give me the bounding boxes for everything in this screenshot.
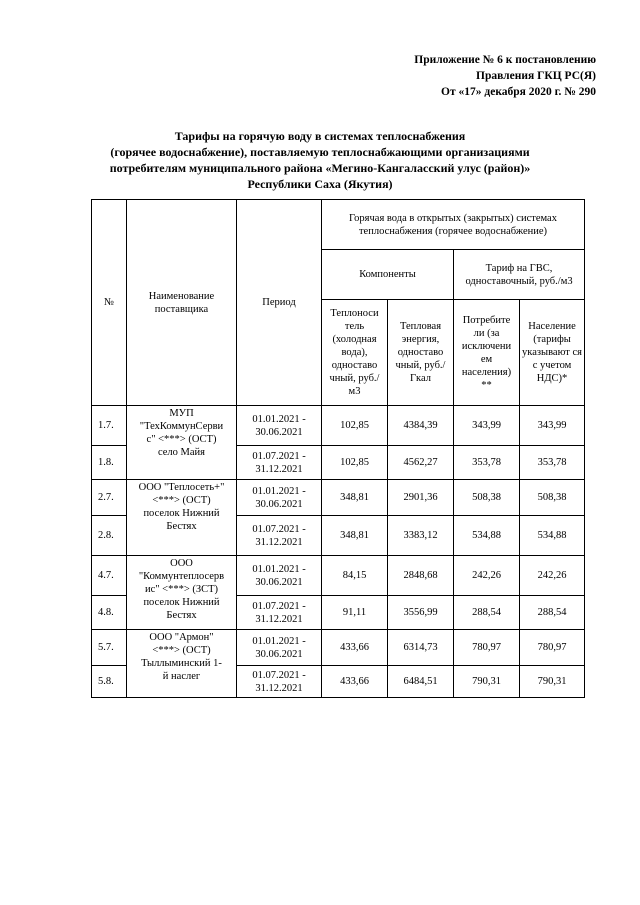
supplier-name-line: поселок Нижний (143, 597, 220, 608)
consumers-tariff-value: 288,54 (454, 596, 520, 630)
row-number: 1.8. (92, 446, 127, 480)
tariffs-table (91, 199, 585, 698)
header-consumers: Потребите ли (за исключени ем населения) ** (454, 300, 520, 406)
row-number: 1.7. (92, 406, 127, 446)
consumers-tariff-value: 508,38 (454, 480, 520, 516)
header-supplier: Наименование поставщика (127, 200, 237, 406)
annex-line-3: От «17» декабря 2020 г. № 290 (441, 86, 596, 98)
row-number: 5.8. (92, 666, 127, 698)
thermal-energy-value: 6484,51 (388, 666, 454, 698)
row-number: 4.8. (92, 596, 127, 630)
period-line: 01.01.2021 - (252, 635, 306, 647)
period-cell (237, 446, 322, 480)
thermal-energy-value: 2848,68 (388, 556, 454, 596)
supplier-cell (127, 406, 237, 480)
period-line: 31.12.2021 (255, 536, 303, 548)
period-cell (237, 630, 322, 666)
header-components: Компоненты (322, 250, 454, 300)
period-line: 31.12.2021 (255, 463, 303, 475)
population-tariff-value: 353,78 (520, 446, 585, 480)
heat-carrier-value: 433,66 (322, 630, 388, 666)
table-row (92, 630, 585, 666)
supplier-cell (127, 556, 237, 630)
population-tariff-value: 780,97 (520, 630, 585, 666)
supplier-name-line: поселок Нижний (143, 508, 220, 519)
supplier-name-line: МУП (169, 408, 194, 419)
supplier-name-line: <***> (ОСТ) (152, 495, 211, 506)
population-tariff-value: 508,38 (520, 480, 585, 516)
header-tariff: Тариф на ГВС, одноставочный, руб./м3 (454, 250, 585, 300)
supplier-name-line: "ТехКоммунСерви (139, 421, 224, 432)
supplier-name-line: Тыллыминский 1- (141, 658, 222, 669)
thermal-energy-value: 3383,12 (388, 516, 454, 556)
supplier-name-line: <***> (ОСТ) (152, 645, 211, 656)
period-line: 01.01.2021 - (252, 563, 306, 575)
period-line: 01.07.2021 - (252, 450, 306, 462)
period-line: 31.12.2021 (255, 613, 303, 625)
thermal-energy-value: 4562,27 (388, 446, 454, 480)
period-cell (237, 406, 322, 446)
population-tariff-value: 790,31 (520, 666, 585, 698)
period-line: 31.12.2021 (255, 682, 303, 694)
table-row (92, 480, 585, 516)
period-line: 01.07.2021 - (252, 600, 306, 612)
header-heat-carrier: Теплоноси тель (холодная вода), одноставо чный, руб./м3 (322, 300, 388, 406)
heat-carrier-value: 433,66 (322, 666, 388, 698)
supplier-name-line: ООО "Армон" (149, 632, 214, 643)
supplier-name-line: село Майя (157, 447, 205, 458)
heat-carrier-value: 84,15 (322, 556, 388, 596)
population-tariff-value: 288,54 (520, 596, 585, 630)
thermal-energy-value: 3556,99 (388, 596, 454, 630)
period-cell (237, 556, 322, 596)
period-line: 30.06.2021 (255, 648, 303, 660)
supplier-name-line: ООО (170, 558, 193, 569)
thermal-energy-value: 2901,36 (388, 480, 454, 516)
period-line: 30.06.2021 (255, 498, 303, 510)
annex-line-2: Правления ГКЦ РС(Я) (476, 70, 596, 82)
supplier-name-line: Бестях (166, 610, 197, 621)
period-cell (237, 666, 322, 698)
population-tariff-value: 534,88 (520, 516, 585, 556)
supplier-name-line: й наслег (162, 671, 201, 682)
header-no: № (92, 200, 127, 406)
period-line: 30.06.2021 (255, 426, 303, 438)
title-line-2: (горячее водоснабжение), поставляемую теплоснабжающими организациями (110, 145, 530, 159)
header-hot-water-group: Горячая вода в открытых (закрытых) системах теплоснабжения (горячее водоснабжение) (322, 200, 585, 250)
consumers-tariff-value: 534,88 (454, 516, 520, 556)
heat-carrier-value: 348,81 (322, 480, 388, 516)
supplier-name-line: ис" <***> (ЗСТ) (144, 584, 219, 595)
period-cell (237, 596, 322, 630)
supplier-name-line: ООО "Теплосеть+" (138, 482, 225, 493)
supplier-name-line: "Коммунтеплосерв (138, 571, 225, 582)
consumers-tariff-value: 790,31 (454, 666, 520, 698)
table-row (92, 556, 585, 596)
period-line: 30.06.2021 (255, 576, 303, 588)
heat-carrier-value: 102,85 (322, 406, 388, 446)
period-line: 01.01.2021 - (252, 413, 306, 425)
population-tariff-value: 242,26 (520, 556, 585, 596)
consumers-tariff-value: 242,26 (454, 556, 520, 596)
period-cell (237, 516, 322, 556)
table-row (92, 406, 585, 446)
consumers-tariff-value: 780,97 (454, 630, 520, 666)
header-period: Период (237, 200, 322, 406)
thermal-energy-value: 6314,73 (388, 630, 454, 666)
title-line-4: Республики Саха (Якутия) (247, 177, 393, 191)
row-number: 4.7. (92, 556, 127, 596)
annex-block (414, 52, 596, 100)
annex-line-1: Приложение № 6 к постановлению (414, 54, 596, 66)
supplier-cell (127, 630, 237, 698)
thermal-energy-value: 4384,39 (388, 406, 454, 446)
supplier-cell (127, 480, 237, 556)
table-body (92, 406, 585, 698)
period-line: 01.07.2021 - (252, 523, 306, 535)
supplier-name-line: Бестях (166, 521, 197, 532)
population-tariff-value: 343,99 (520, 406, 585, 446)
supplier-name-line: с" <***> (ОСТ) (146, 434, 217, 445)
period-line: 01.07.2021 - (252, 669, 306, 681)
row-number: 5.7. (92, 630, 127, 666)
row-number: 2.7. (92, 480, 127, 516)
period-cell (237, 480, 322, 516)
heat-carrier-value: 91,11 (322, 596, 388, 630)
document-title (0, 128, 640, 192)
header-population: Население (тарифы указывают ся с учетом НДС)* (520, 300, 585, 406)
heat-carrier-value: 348,81 (322, 516, 388, 556)
period-line: 01.01.2021 - (252, 485, 306, 497)
title-line-1: Тарифы на горячую воду в системах теплоснабжения (174, 129, 466, 143)
heat-carrier-value: 102,85 (322, 446, 388, 480)
consumers-tariff-value: 343,99 (454, 406, 520, 446)
title-line-3: потребителям муниципального района «Мегино-Кангаласский улус (район)» (109, 161, 531, 175)
row-number: 2.8. (92, 516, 127, 556)
header-thermal-energy: Тепловая энергия, одноставо чный, руб./Гкал (388, 300, 454, 406)
consumers-tariff-value: 353,78 (454, 446, 520, 480)
